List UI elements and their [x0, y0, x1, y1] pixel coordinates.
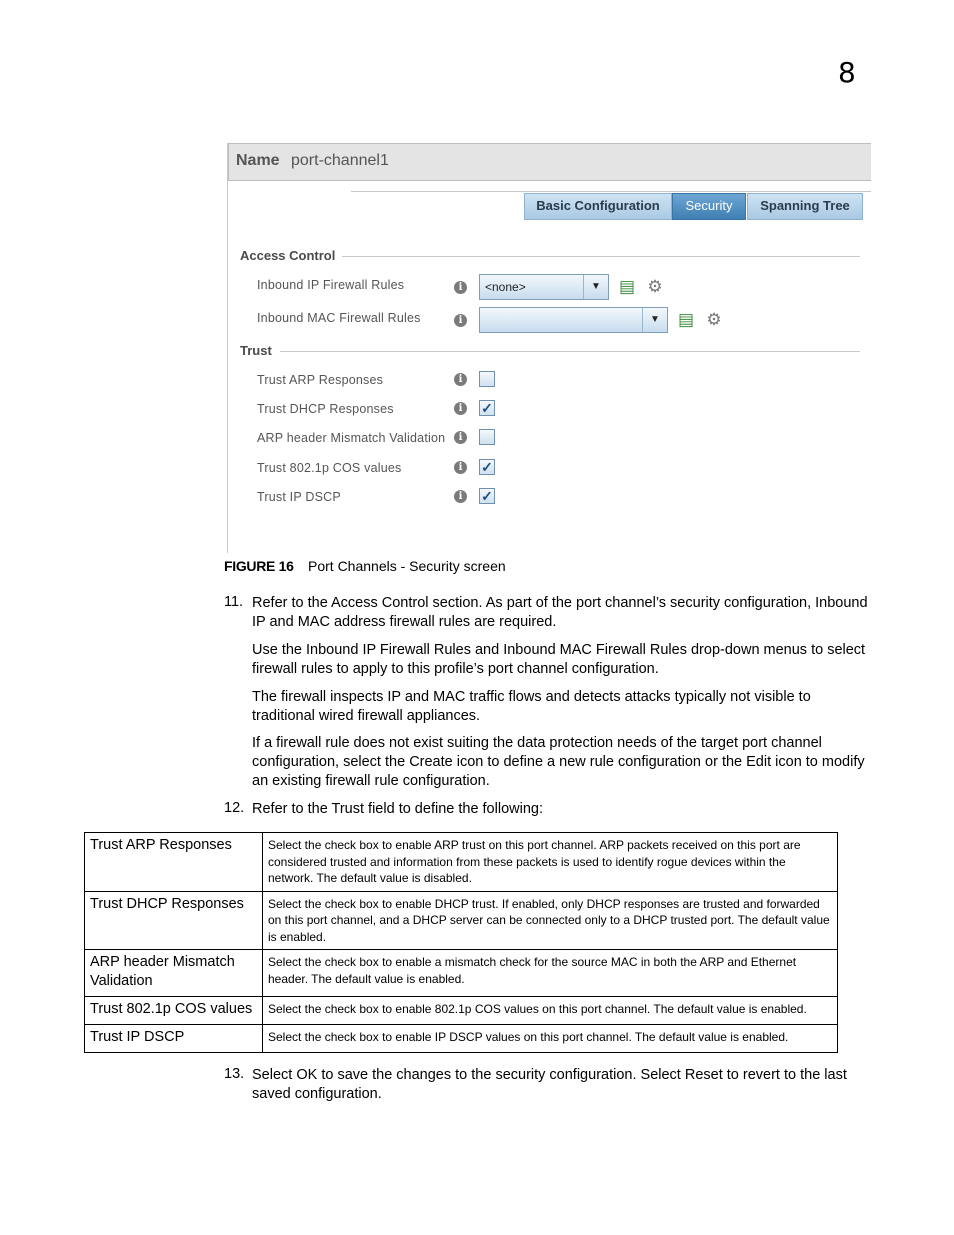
inbound-mac-select[interactable]: [479, 307, 668, 333]
table-row: [85, 1025, 838, 1053]
figure-caption: [224, 558, 506, 574]
paragraph: The firewall inspects IP and MAC traffic flows and detects attacks typically not visible to traditional wired firewall appliances.: [252, 689, 811, 724]
section-divider: [342, 256, 860, 257]
create-icon[interactable]: ▤: [677, 310, 695, 329]
info-icon[interactable]: i: [454, 314, 467, 327]
name-label: Name: [236, 152, 280, 169]
name-value: port-channel1: [291, 152, 389, 169]
table-key: Trust 802.1p COS values: [85, 997, 263, 1025]
arp-mismatch-checkbox[interactable]: [479, 429, 495, 445]
trust-cos-label: Trust 802.1p COS values: [257, 461, 402, 475]
step-number: 11.: [224, 594, 244, 610]
inbound-mac-label: Inbound MAC Firewall Rules: [257, 311, 421, 325]
trust-dscp-checkbox[interactable]: ✓: [479, 488, 495, 504]
table-key: ARP header Mismatch Validation: [85, 950, 263, 997]
step-11-text: [252, 594, 872, 632]
ui-term: Access Control: [331, 595, 429, 611]
info-icon[interactable]: i: [454, 461, 467, 474]
table-row: [85, 891, 838, 950]
table-desc: Select the check box to enable 802.1p COS values on this port channel. The default value is enabled.: [263, 997, 838, 1025]
inbound-ip-label: Inbound IP Firewall Rules: [257, 278, 405, 292]
step-13-text: [252, 1066, 872, 1104]
table-desc: Select the check box to enable DHCP trust. If enabled, only DHCP responses are trusted and forwarded on this port channel, and a DHCP server can be connected only to a DHCP trusted port. The default value is enabled.: [263, 891, 838, 950]
edit-gear-icon[interactable]: ⚙: [647, 277, 663, 296]
ui-term: Edit: [746, 754, 772, 770]
ui-term: Reset: [684, 1067, 723, 1083]
trust-heading: Trust: [240, 343, 272, 358]
text: section. As part of the port channel’s security configuration, Inbound IP and MAC address firewall rules are required.: [252, 595, 868, 630]
text: icon to define a new rule configuration or the: [452, 754, 747, 770]
inbound-ip-select[interactable]: [479, 274, 609, 300]
table-row: [85, 950, 838, 997]
chapter-number: 8: [838, 56, 856, 89]
arp-mismatch-label: ARP header Mismatch Validation: [257, 431, 446, 445]
info-icon[interactable]: i: [454, 490, 467, 503]
text: Select: [252, 1067, 297, 1083]
trust-dscp-label: Trust IP DSCP: [257, 490, 341, 504]
ui-term: Inbound IP Firewall Rules: [306, 642, 471, 658]
figure-label: FIGURE 16: [224, 558, 294, 574]
text: to save the changes to the security configuration. Select: [317, 1067, 685, 1083]
trust-arp-label: Trust ARP Responses: [257, 373, 384, 387]
ui-term: OK: [296, 1067, 318, 1083]
text: drop-down menus to select firewall rules to apply to this profile’s port channel configuration.: [252, 642, 866, 677]
info-icon[interactable]: i: [454, 402, 467, 415]
tab-security[interactable]: Security: [672, 193, 746, 220]
text: If a firewall rule does not exist suiting the data protection needs of the target port channel configuration, select the: [252, 735, 822, 770]
trust-dhcp-label: Trust DHCP Responses: [257, 402, 394, 416]
tab-spanning-tree[interactable]: Spanning Tree: [747, 193, 863, 220]
tab-basic-configuration[interactable]: Basic Configuration: [524, 193, 672, 220]
info-icon[interactable]: i: [454, 373, 467, 386]
trust-dhcp-checkbox[interactable]: ✓: [479, 400, 495, 416]
edit-gear-icon[interactable]: ⚙: [706, 310, 722, 329]
step-number: 12.: [224, 800, 245, 816]
info-icon[interactable]: i: [454, 281, 467, 294]
step-12-text: [252, 800, 872, 819]
chevron-down-icon: ▼: [642, 308, 667, 332]
info-icon[interactable]: i: [454, 431, 467, 444]
table-key: Trust ARP Responses: [85, 833, 263, 892]
access-control-heading: Access Control: [240, 248, 336, 263]
port-channel-security-screenshot: [227, 143, 871, 553]
inbound-ip-value: <none>: [485, 280, 526, 294]
paragraph: [252, 641, 872, 679]
section-divider: [280, 351, 860, 352]
text: icon to modify an existing firewall rule configuration.: [252, 754, 865, 789]
table-row: [85, 997, 838, 1025]
ui-term: Inbound MAC Firewall Rules: [503, 642, 687, 658]
trust-reference-table: [84, 832, 838, 1053]
table-key: Trust DHCP Responses: [85, 891, 263, 950]
text: Refer to the: [252, 801, 332, 817]
figure-title: Port Channels - Security screen: [308, 558, 506, 574]
text: Use the: [252, 642, 306, 658]
create-icon[interactable]: ▤: [618, 277, 636, 296]
ui-term: Trust: [331, 801, 365, 817]
trust-cos-checkbox[interactable]: ✓: [479, 459, 495, 475]
text: and: [470, 642, 504, 658]
paragraph: [252, 734, 872, 791]
tab-separator: [351, 191, 871, 192]
text: Refer to the: [252, 595, 331, 611]
name-bar: [228, 143, 871, 181]
table-row: [85, 833, 838, 892]
table-key: Trust IP DSCP: [85, 1025, 263, 1053]
text: to revert to the last saved configuration.: [252, 1067, 847, 1102]
text: field to define the following:: [364, 801, 543, 817]
table-desc: Select the check box to enable a mismatch check for the source MAC in both the ARP and Ethernet header. The default value is enabled.: [263, 950, 838, 997]
table-desc: Select the check box to enable ARP trust on this port channel. ARP packets received on this port are considered trusted and information from these packets is used to identify rogue devices within the network. The default value is disabled.: [263, 833, 838, 892]
chevron-down-icon: ▼: [583, 275, 608, 299]
step-number: 13.: [224, 1066, 245, 1082]
ui-term: Create: [409, 754, 453, 770]
table-desc: Select the check box to enable IP DSCP values on this port channel. The default value is enabled.: [263, 1025, 838, 1053]
trust-arp-checkbox[interactable]: [479, 371, 495, 387]
